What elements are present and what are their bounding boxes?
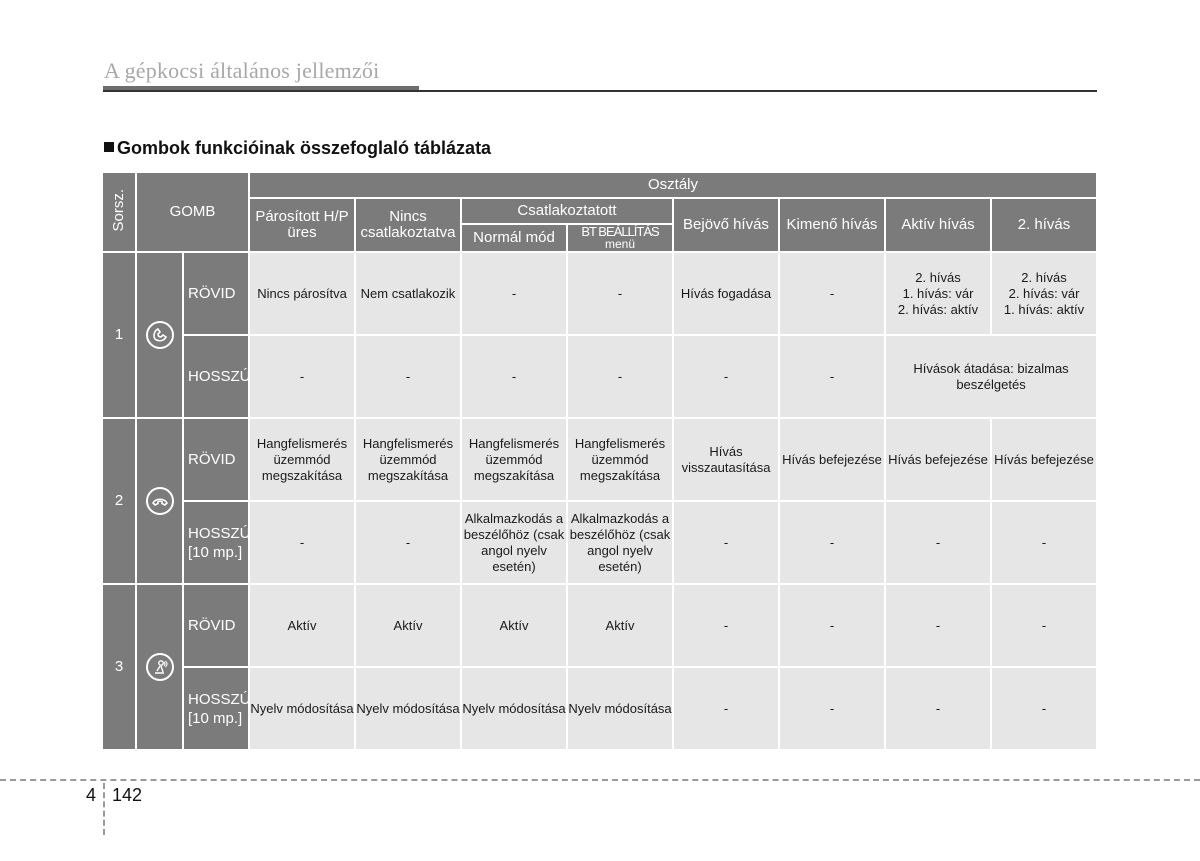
table-cell: Hangfelismerés üzemmód megszakítása xyxy=(355,418,461,501)
col-header-no: Sorsz. xyxy=(102,172,136,252)
table-cell: - xyxy=(567,252,673,335)
phone-hangup-icon xyxy=(146,487,174,515)
page-number: 142 xyxy=(112,785,143,805)
col-header-normal-mode: Normál mód xyxy=(461,224,567,252)
row-1-long-label: HOSSZÚ xyxy=(183,335,249,418)
col-header-incoming: Bejövő hívás xyxy=(673,198,779,252)
section-title xyxy=(104,138,491,159)
col-header-button: GOMB xyxy=(136,172,249,252)
col-header-bt-settings: BT BEÁLLÍTÁS menü xyxy=(567,224,673,252)
table-cell: 2. hívás 1. hívás: vár 2. hívás: aktív xyxy=(885,252,991,335)
group-header-connected: Csatlakoztatott xyxy=(461,198,673,224)
row-2-icon-cell xyxy=(136,418,183,584)
page-header-title: A gépkocsi általános jellemzői xyxy=(104,58,380,83)
table-cell: Nyelv módosítása xyxy=(355,667,461,750)
table-cell: Hívás visszautasítása xyxy=(673,418,779,501)
footer-dashed-rule xyxy=(0,779,1200,781)
table-cell: Hívás befejezése xyxy=(991,418,1097,501)
col-header-active: Aktív hívás xyxy=(885,198,991,252)
table-row-2-short xyxy=(102,418,1097,501)
voice-recognition-icon xyxy=(146,653,174,681)
table-row-1-long xyxy=(102,335,1097,418)
table-cell: Hangfelismerés üzemmód megszakítása xyxy=(461,418,567,501)
table-cell: - xyxy=(991,667,1097,750)
table-cell: Hangfelismerés üzemmód megszakítása xyxy=(567,418,673,501)
table-cell: Hívás befejezése xyxy=(779,418,885,501)
table-cell: 2. hívás 2. hívás: vár 1. hívás: aktív xyxy=(991,252,1097,335)
row-3-long-label: HOSSZÚ [10 mp.] xyxy=(183,667,249,750)
table-cell: - xyxy=(779,667,885,750)
table-cell: Aktív xyxy=(461,584,567,667)
row-1-short-label: RÖVID xyxy=(183,252,249,335)
col-header-outgoing: Kimenő hívás xyxy=(779,198,885,252)
table-row-1-short xyxy=(102,252,1097,335)
row-number-2: 2 xyxy=(102,418,136,584)
table-cell: - xyxy=(461,252,567,335)
table-cell: - xyxy=(461,335,567,418)
header-rule xyxy=(103,90,1097,92)
table-cell: Nyelv módosítása xyxy=(567,667,673,750)
col-header-not-connected: Nincs csatlakoztatva xyxy=(355,198,461,252)
table-cell: - xyxy=(779,252,885,335)
table-cell: Nem csatlakozik xyxy=(355,252,461,335)
row-number-3: 3 xyxy=(102,584,136,750)
table-row-3-short xyxy=(102,584,1097,667)
table-cell: - xyxy=(249,335,355,418)
table-cell: Aktív xyxy=(249,584,355,667)
table-cell: - xyxy=(991,584,1097,667)
table-cell: - xyxy=(673,584,779,667)
phone-answer-icon xyxy=(146,321,174,349)
table-cell: - xyxy=(885,584,991,667)
col-header-second: 2. hívás xyxy=(991,198,1097,252)
table-cell: - xyxy=(355,501,461,584)
row-3-short-label: RÖVID xyxy=(183,584,249,667)
row-number-1: 1 xyxy=(102,252,136,418)
section-title-text: Gombok funkcióinak összefoglaló táblázata xyxy=(117,138,492,158)
table-cell: - xyxy=(779,335,885,418)
table-row-3-long xyxy=(102,667,1097,750)
col-header-paired-empty: Párosított H/P üres xyxy=(249,198,355,252)
row-2-short-label: RÖVID xyxy=(183,418,249,501)
table-cell: Alkalmazkodás a beszélőhöz (csak angol nyelv esetén) xyxy=(461,501,567,584)
table-cell: Nyelv módosítása xyxy=(461,667,567,750)
footer-dashed-divider xyxy=(103,783,105,835)
row-3-icon-cell xyxy=(136,584,183,750)
table-cell: Hívás fogadása xyxy=(673,252,779,335)
table-cell: - xyxy=(567,335,673,418)
table-cell: - xyxy=(885,501,991,584)
group-header-class: Osztály xyxy=(249,172,1097,198)
table-cell: - xyxy=(779,584,885,667)
table-cell: Nincs párosítva xyxy=(249,252,355,335)
table-cell-merged: Hívások átadása: bizalmas beszélgetés xyxy=(885,335,1097,418)
table-row-2-long xyxy=(102,501,1097,584)
table-cell: Alkalmazkodás a beszélőhöz (csak angol nyelv esetén) xyxy=(567,501,673,584)
row-2-long-label: HOSSZÚ [10 mp.] xyxy=(183,501,249,584)
table-cell: - xyxy=(779,501,885,584)
table-cell: - xyxy=(249,501,355,584)
table-cell: - xyxy=(885,667,991,750)
table-cell: Hangfelismerés üzemmód megszakítása xyxy=(249,418,355,501)
table-cell: - xyxy=(991,501,1097,584)
table-cell: - xyxy=(673,335,779,418)
bullet-square-icon xyxy=(104,142,114,152)
table-cell: Hívás befejezése xyxy=(885,418,991,501)
table-cell: - xyxy=(673,667,779,750)
table-cell: Aktív xyxy=(355,584,461,667)
table-cell: - xyxy=(355,335,461,418)
chapter-number: 4 xyxy=(86,785,97,805)
table-cell: Aktív xyxy=(567,584,673,667)
table-cell: Nyelv módosítása xyxy=(249,667,355,750)
row-1-icon-cell xyxy=(136,252,183,418)
table-cell: - xyxy=(673,501,779,584)
button-function-table xyxy=(101,171,1098,751)
